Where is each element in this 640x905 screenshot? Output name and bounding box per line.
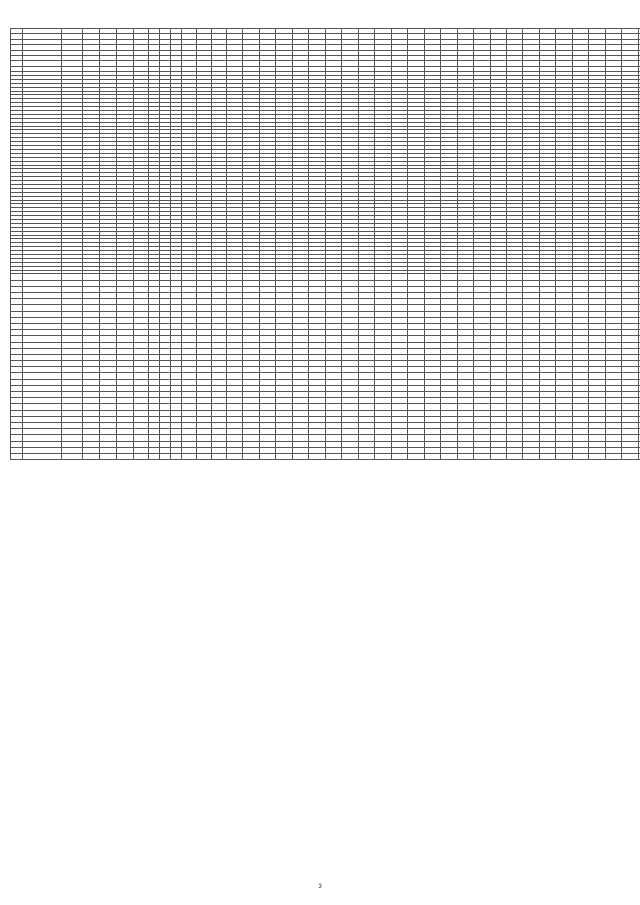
table-body — [11, 29, 640, 460]
table-cell — [358, 453, 374, 459]
data-table — [10, 28, 640, 460]
table-cell — [292, 453, 308, 459]
table-cell — [408, 453, 424, 459]
table-cell — [83, 453, 100, 459]
document-table — [10, 28, 631, 460]
table-cell — [605, 453, 621, 459]
table-cell — [523, 453, 539, 459]
table-cell — [375, 453, 391, 459]
table-cell — [506, 453, 522, 459]
table-cell — [182, 453, 197, 459]
table-cell — [149, 453, 160, 459]
table-cell — [490, 453, 506, 459]
table-cell — [243, 453, 259, 459]
table-cell — [589, 453, 605, 459]
table-cell — [457, 453, 473, 459]
table-cell — [441, 453, 457, 459]
table-cell — [309, 453, 325, 459]
table-cell — [197, 453, 212, 459]
table-cell — [276, 453, 292, 459]
page-number: 3 — [318, 884, 322, 890]
table-cell — [424, 453, 440, 459]
table-cell — [539, 453, 555, 459]
table-cell — [572, 453, 588, 459]
table-cell — [227, 453, 243, 459]
table-cell — [100, 453, 117, 459]
table-cell — [62, 453, 83, 459]
table-cell — [622, 453, 638, 459]
table-cell — [325, 453, 341, 459]
table-cell — [212, 453, 227, 459]
table-cell — [391, 453, 407, 459]
table-cell — [474, 453, 490, 459]
table-cell — [117, 453, 134, 459]
table-cell — [160, 453, 171, 459]
table-cell — [259, 453, 275, 459]
table-cell — [342, 453, 358, 459]
table-cell — [171, 453, 182, 459]
table-cell — [134, 453, 149, 459]
table-row — [11, 453, 640, 459]
table-cell — [556, 453, 572, 459]
table-cell — [11, 453, 23, 459]
table-cell — [23, 453, 62, 459]
